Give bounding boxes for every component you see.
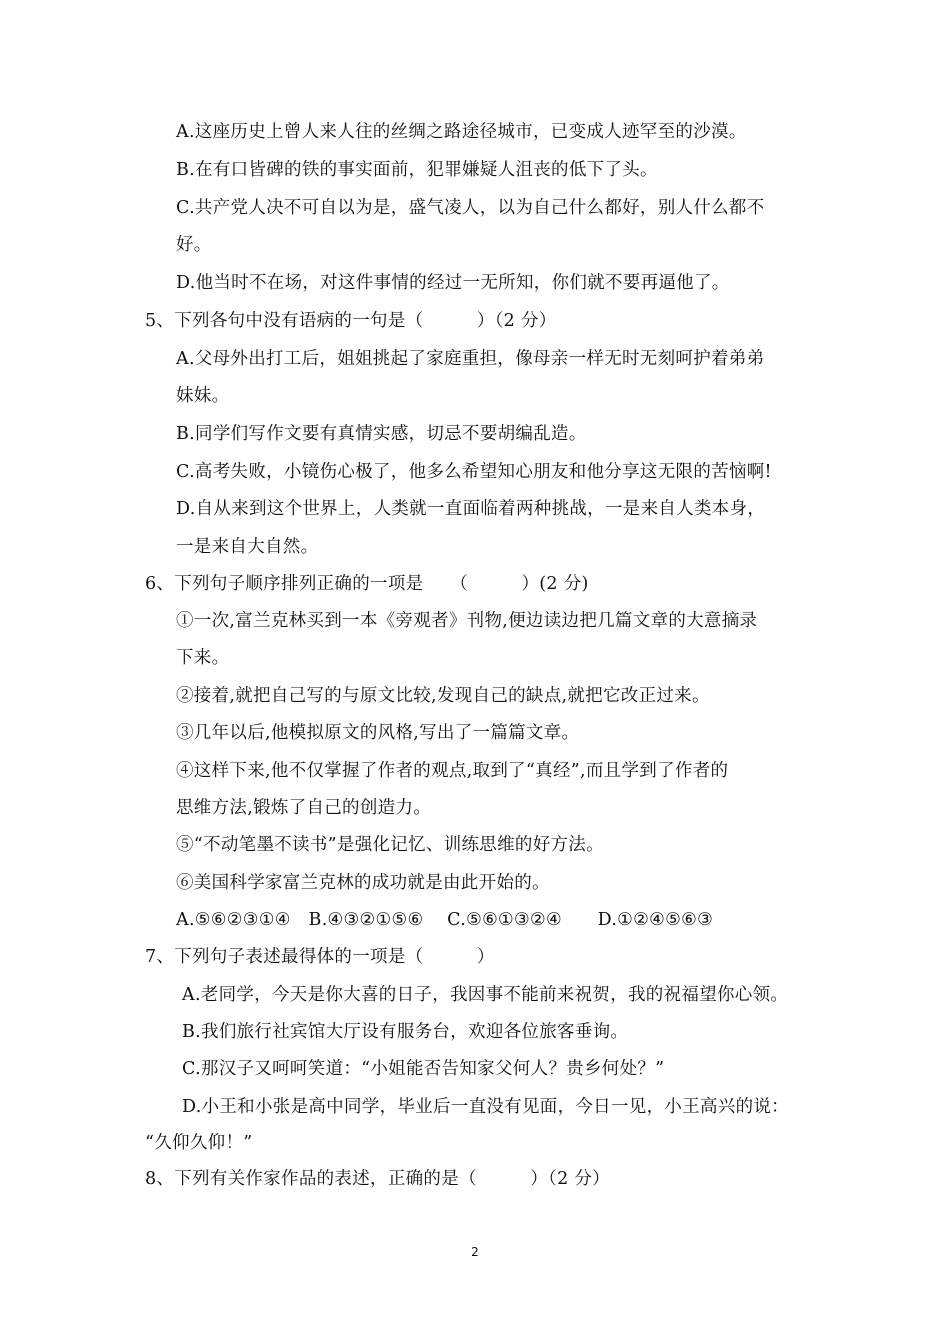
q6-sentence-4: ④这样下来,他不仅掌握了作者的观点,取到了“真经”,而且学到了作者的 xyxy=(176,761,729,781)
q4-option-d: D.他当时不在场，对这件事情的经过一无所知，你们就不要再逼他了。 xyxy=(176,273,730,293)
q6-sentence-6: ⑥美国科学家富兰克林的成功就是由此开始的。 xyxy=(176,873,550,893)
q7-option-d-continued: “久仰久仰！” xyxy=(145,1133,253,1153)
q7-option-c: C.那汉子又呵呵笑道：“小姐能否告知家父何人？贵乡何处？” xyxy=(182,1059,665,1079)
q4-option-c: C.共产党人决不可自以为是，盛气凌人，以为自己什么都好，别人什么都不 xyxy=(176,198,765,218)
q6-sentence-4-continued: 思维方法,锻炼了自己的创造力。 xyxy=(176,798,432,818)
q5-option-a: A.父母外出打工后，姐姐挑起了家庭重担，像母亲一样无时无刻呵护着弟弟 xyxy=(176,349,765,369)
q4-option-c-continued: 好。 xyxy=(176,235,212,255)
q7-option-b: B.我们旅行社宾馆大厅设有服务台，欢迎各位旅客垂询。 xyxy=(182,1022,629,1042)
q4-option-a: A.这座历史上曾人来人往的丝绸之路途径城市，已变成人迹罕至的沙漠。 xyxy=(176,122,747,142)
q5-option-d: D.自从来到这个世界上，人类就一直面临着两种挑战，一是来自人类本身， xyxy=(176,499,766,519)
question-5-stem: 5、下列各句中没有语病的一句是（ ）（2 分） xyxy=(145,311,557,331)
q6-sentence-1: ①一次,富兰克林买到一本《旁观者》刊物,便边读边把几篇文章的大意摘录 xyxy=(176,611,758,631)
q5-option-d-continued: 一是来自大自然。 xyxy=(176,537,319,557)
page-number: 2 xyxy=(471,1245,479,1259)
question-6-stem: 6、下列句子顺序排列正确的一项是 （ ）(2 分) xyxy=(145,574,589,594)
q6-sentence-2: ②接着,就把自己写的与原文比较,发现自己的缺点,就把它改正过来。 xyxy=(176,686,710,706)
q6-options: A.⑤⑥②③①④ B.④③②①⑤⑥ C.⑤⑥①③②④ D.①②④⑤⑥③ xyxy=(176,910,714,930)
q5-option-a-continued: 妹妹。 xyxy=(176,386,230,406)
question-7-stem: 7、下列句子表述最得体的一项是（ ） xyxy=(145,947,495,967)
q6-sentence-1-continued: 下来。 xyxy=(176,648,230,668)
question-8-stem: 8、下列有关作家作品的表述，正确的是（ ）（2 分） xyxy=(145,1169,610,1189)
q6-sentence-5: ⑤“不动笔墨不读书”是强化记忆、训练思维的好方法。 xyxy=(176,835,604,855)
q6-sentence-3: ③几年以后,他模拟原文的风格,写出了一篇篇文章。 xyxy=(176,723,580,743)
q7-option-d: D.小王和小张是高中同学，毕业后一直没有见面，今日一见，小王高兴的说： xyxy=(182,1097,789,1117)
q7-option-a: A.老同学，今天是你大喜的日子，我因事不能前来祝贺，我的祝福望你心领。 xyxy=(182,985,789,1005)
q5-option-b: B.同学们写作文要有真情实感，切忌不要胡编乱造。 xyxy=(176,424,587,444)
q5-option-c: C.高考失败，小镜伤心极了，他多么希望知心朋友和他分享这无限的苦恼啊! xyxy=(176,462,772,482)
q4-option-b: B.在有口皆碑的铁的事实面前，犯罪嫌疑人沮丧的低下了头。 xyxy=(176,160,658,180)
